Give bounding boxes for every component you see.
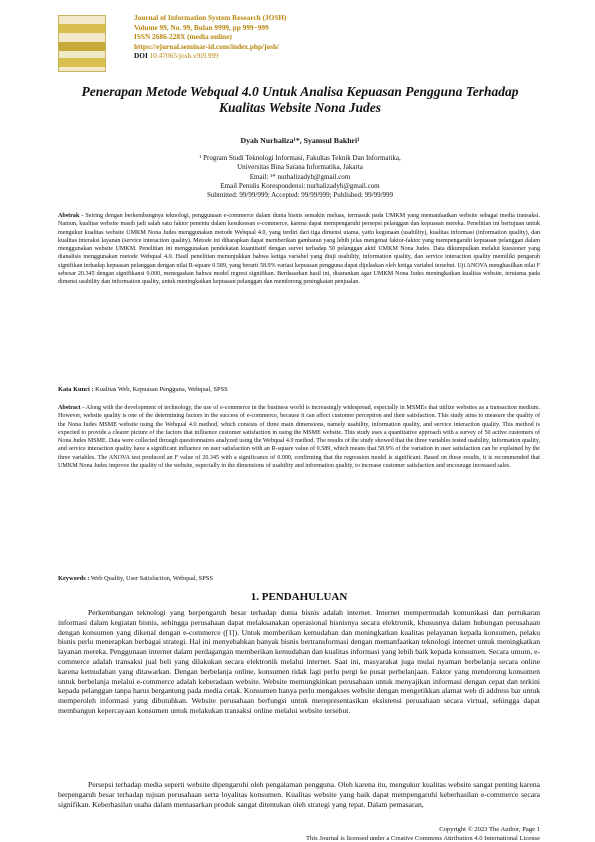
doi-label: DOI bbox=[134, 51, 148, 61]
submission-dates: Submitted: 99/99/999; Accepted: 99/99/999; Published: 99/99/999 bbox=[206, 191, 394, 200]
abstract-en-lead: Abstract - bbox=[58, 405, 85, 411]
keywords-id-lead: Kata Kunci : bbox=[58, 386, 94, 393]
author-email: Email: ¹* nurhalizadyh@gmail.com bbox=[249, 172, 351, 181]
doi-link[interactable]: 10.47065/josh.v9i9.999 bbox=[149, 51, 219, 61]
journal-volume: Volume 99, No. 99, Bulan 9999, pp 999−999 bbox=[134, 22, 269, 32]
keywords-indonesian bbox=[58, 386, 540, 394]
paper-title: Penerapan Metode Webqual 4.0 Untuk Analisa Kepuasan Pengguna Terhadap Kualitas Website Nona Judes bbox=[81, 84, 519, 115]
keywords-id-text: Kualitas Web, Kepuasan Pengguna, Webqual, SPSS bbox=[95, 386, 228, 393]
abstract-indonesian bbox=[58, 212, 540, 286]
abstract-english bbox=[58, 404, 540, 470]
affiliation-university: Universitas Bina Sarana Informatika, Jakarta bbox=[237, 163, 363, 172]
corresponding-email: Email Penulis Korespondensi: nurhalizadyh@gmail.com bbox=[220, 181, 380, 190]
abstract-id-text: Seiring dengan berkembangnya teknologi, penggunaan e-commerce dalam dunia bisnis semakin meluas, termasuk pada UMKM yang memanfaatkan website sebagai media transaksi. Namun, kualitas website masih jadi salah satu faktor penentu dalam kesuksesan e-commerce, karena dapat mempengaruhi persepsi pelanggan dan kepuasan mereka. Penelitian ini bertujuan untuk mengukur kualitas website UMKM Nona Judes menggunakan metode Webqual 4.0, yang terdiri dari tiga dimensi utama, yaitu kegunaan (usability), kualitas informasi (information quality), dan kualitas interaksi layanan (service interaction quality). Metode ini diharapkan dapat memberikan gambaran yang lebih jelas mengenai faktor-faktor yang mempengaruhi kepuasan pelanggan dalam menggunakan website UMKM. Penelitian ini menggunakan pendekatan kuantitatif dengan survei terhadap 50 pelanggan aktif UMKM Nona Judes. Data dikumpulkan melalui kuesioner yang dianalisis menggunakan metode Webqual 4.0. Hasil penelitian menunjukkan bahwa ketiga variabel yang diuji usability, information quality, dan service interaction quality memiliki pengaruh signifikan terhadap kepuasan pelanggan dengan nilai R-square 0.589, yang berarti 58.9% variasi kepuasan pengguna dapat dijelaskan oleh ketiga variabel tersebut. Uji ANOVA menghasilkan nilai F sebesar 20.345 dengan signifikansi 0.000, menegaskan bahwa model regresi signifikan. Berdasarkan hasil ini, disarankan agar UMKM Nona Judes meningkatkan kualitas website, terutama pada dimensi usability dan information quality, untuk meningkatkan kepuasan pelanggan dan mendorong peningkatan penjualan. bbox=[58, 213, 540, 285]
journal-name: Journal of Information System Research (JOSH) bbox=[134, 13, 287, 22]
body-paragraph-1: Perkembangan teknologi yang berpengaruh besar terhadap dunia bisnis adalah internet. Internet mempermudah komunikasi dan pertukaran informasi dalam kegiatan bisnis, sehingga perusahaan dapat melaksanakan operasional bisnisnya secara elektronik, khususnya dalam hubungan perusahaan dengan konsumen yang dikenal dengan e-commerce ([1]). Untuk memberikan kemudahan dan meningkatkan kualitas pelayanan kepada konsumen, pelaku bisnis perlu menerapkan berbagai strategi. Hal ini menyebabkan banyak bisnis bertransformasi dengan memanfaatkan teknologi internet untuk meningkatkan layanan mereka. Penggunaan internet dalam perdagangan memberikan kemudahan dan kualitas informasi yang lebih baik kepada konsumen. Secara umum, e-commerce adalah transaksi jual beli yang dilakukan secara elektronik melalui internet. Saat ini, masyarakat juga mulai nyaman berbelanja secara online karena kemudahan yang ditawarkan. Dengan berbelanja online, konsumen tidak lagi perlu pergi ke pusat perbelanjaan. Faktor yang mendorong konsumen untuk berbelanja melalui e-commerce adalah keberadaan website. Website memungkinkan perusahaan untuk menyajikan informasi dengan cepat dan terkini kepada pelanggan tanpa harus bergantung pada media cetak. Konsumen hanya perlu mengakses website dengan mengetikkan alamat web di address bar untuk memperoleh informasi yang dibutuhkan. Website perusahaan berfungsi untuk merepresentasikan eksistensi perusahaan secara virtual, sehingga dapat membangun kepercayaan konsumen untuk melakukan transaksi online melalui website tersebut. bbox=[58, 608, 540, 715]
abstract-en-text: Along with the development of technology, the use of e-commerce in the business world is increasingly widespread, especially in MSMEs that utilize websites as a transaction medium. However, website quality is one of the determining factors in the success of e-commerce, because it can affect customer perception and their satisfaction. This study aims to measure the quality of the Nona Judes MSME website using the Webqual 4.0 method, which consists of three main dimensions, namely usability, information quality, and service interaction quality. This method is expected to provide a clearer picture of the factors that influence customer satisfaction in using the MSME website. This study uses a quantitative approach with a survey of 50 active customers of Nona Judes MSME. Data were collected through questionnaires analyzed using the Webqual 4.0 method. The results of the study showed that the three variables tested usability, information quality, and service interaction quality have a significant influence on user satisfaction with an R-square value of 0.589, which means that 58.9% of the variation in user satisfaction can be explained by the three variables. The ANOVA test produced an F value of 20.345 with a significance of 0.000, confirming that the regression model is significant. Based on these results, it is recommended that UMKM Nona Judes improve the quality of the website, especially in the dimensions of usability and information quality, to increase customer satisfaction and encourage increased sales. bbox=[58, 405, 541, 469]
journal-doi bbox=[134, 51, 286, 61]
footer-copyright: Copyright © 2023 The Author, Page 1 bbox=[439, 826, 540, 833]
paper-authors: Dyah Nurhaliza¹*, Syamsul Bakhri¹ bbox=[240, 136, 360, 145]
affiliation-block bbox=[60, 154, 540, 200]
journal-logo bbox=[58, 15, 106, 72]
keywords-english bbox=[58, 575, 540, 583]
affiliation-program: ¹ Program Studi Teknologi Informasi, Fakultas Teknik Dan Informatika, bbox=[199, 154, 401, 162]
journal-issn: ISSN 2686-228X (media online) bbox=[134, 32, 232, 42]
journal-url-link[interactable]: https://ejurnal.seminar-id.com/index.php/josh/ bbox=[134, 41, 280, 51]
abstract-id-lead: Abstrak - bbox=[58, 213, 84, 219]
footer-license: This Journal is licensed under a Creative Commons Attribution 4.0 International License bbox=[305, 835, 540, 842]
section-heading: 1. PENDAHULUAN bbox=[250, 591, 348, 603]
journal-info bbox=[134, 13, 286, 61]
keywords-en-lead: Keywords : bbox=[58, 575, 90, 582]
keywords-en-text: Web Quality, User Satisfaction, Webqual, SPSS bbox=[90, 575, 213, 582]
body-paragraph-2: Persepsi terhadap media seperti website dipengaruhi oleh pengalaman pengguna. Oleh karena itu, mengukur kualitas website sangat penting karena berpengaruh besar terhadap tujuan perusahaan serta loyalitas konsumen. Kualitas website yang baik dapat mempengaruhi keberhasilan e-commerce secara signifikan. Keberhasilan usaha dalam memasarkan produk sangat ditentukan oleh strategi yang tepat. Dalam pemasaran, bbox=[58, 780, 540, 809]
